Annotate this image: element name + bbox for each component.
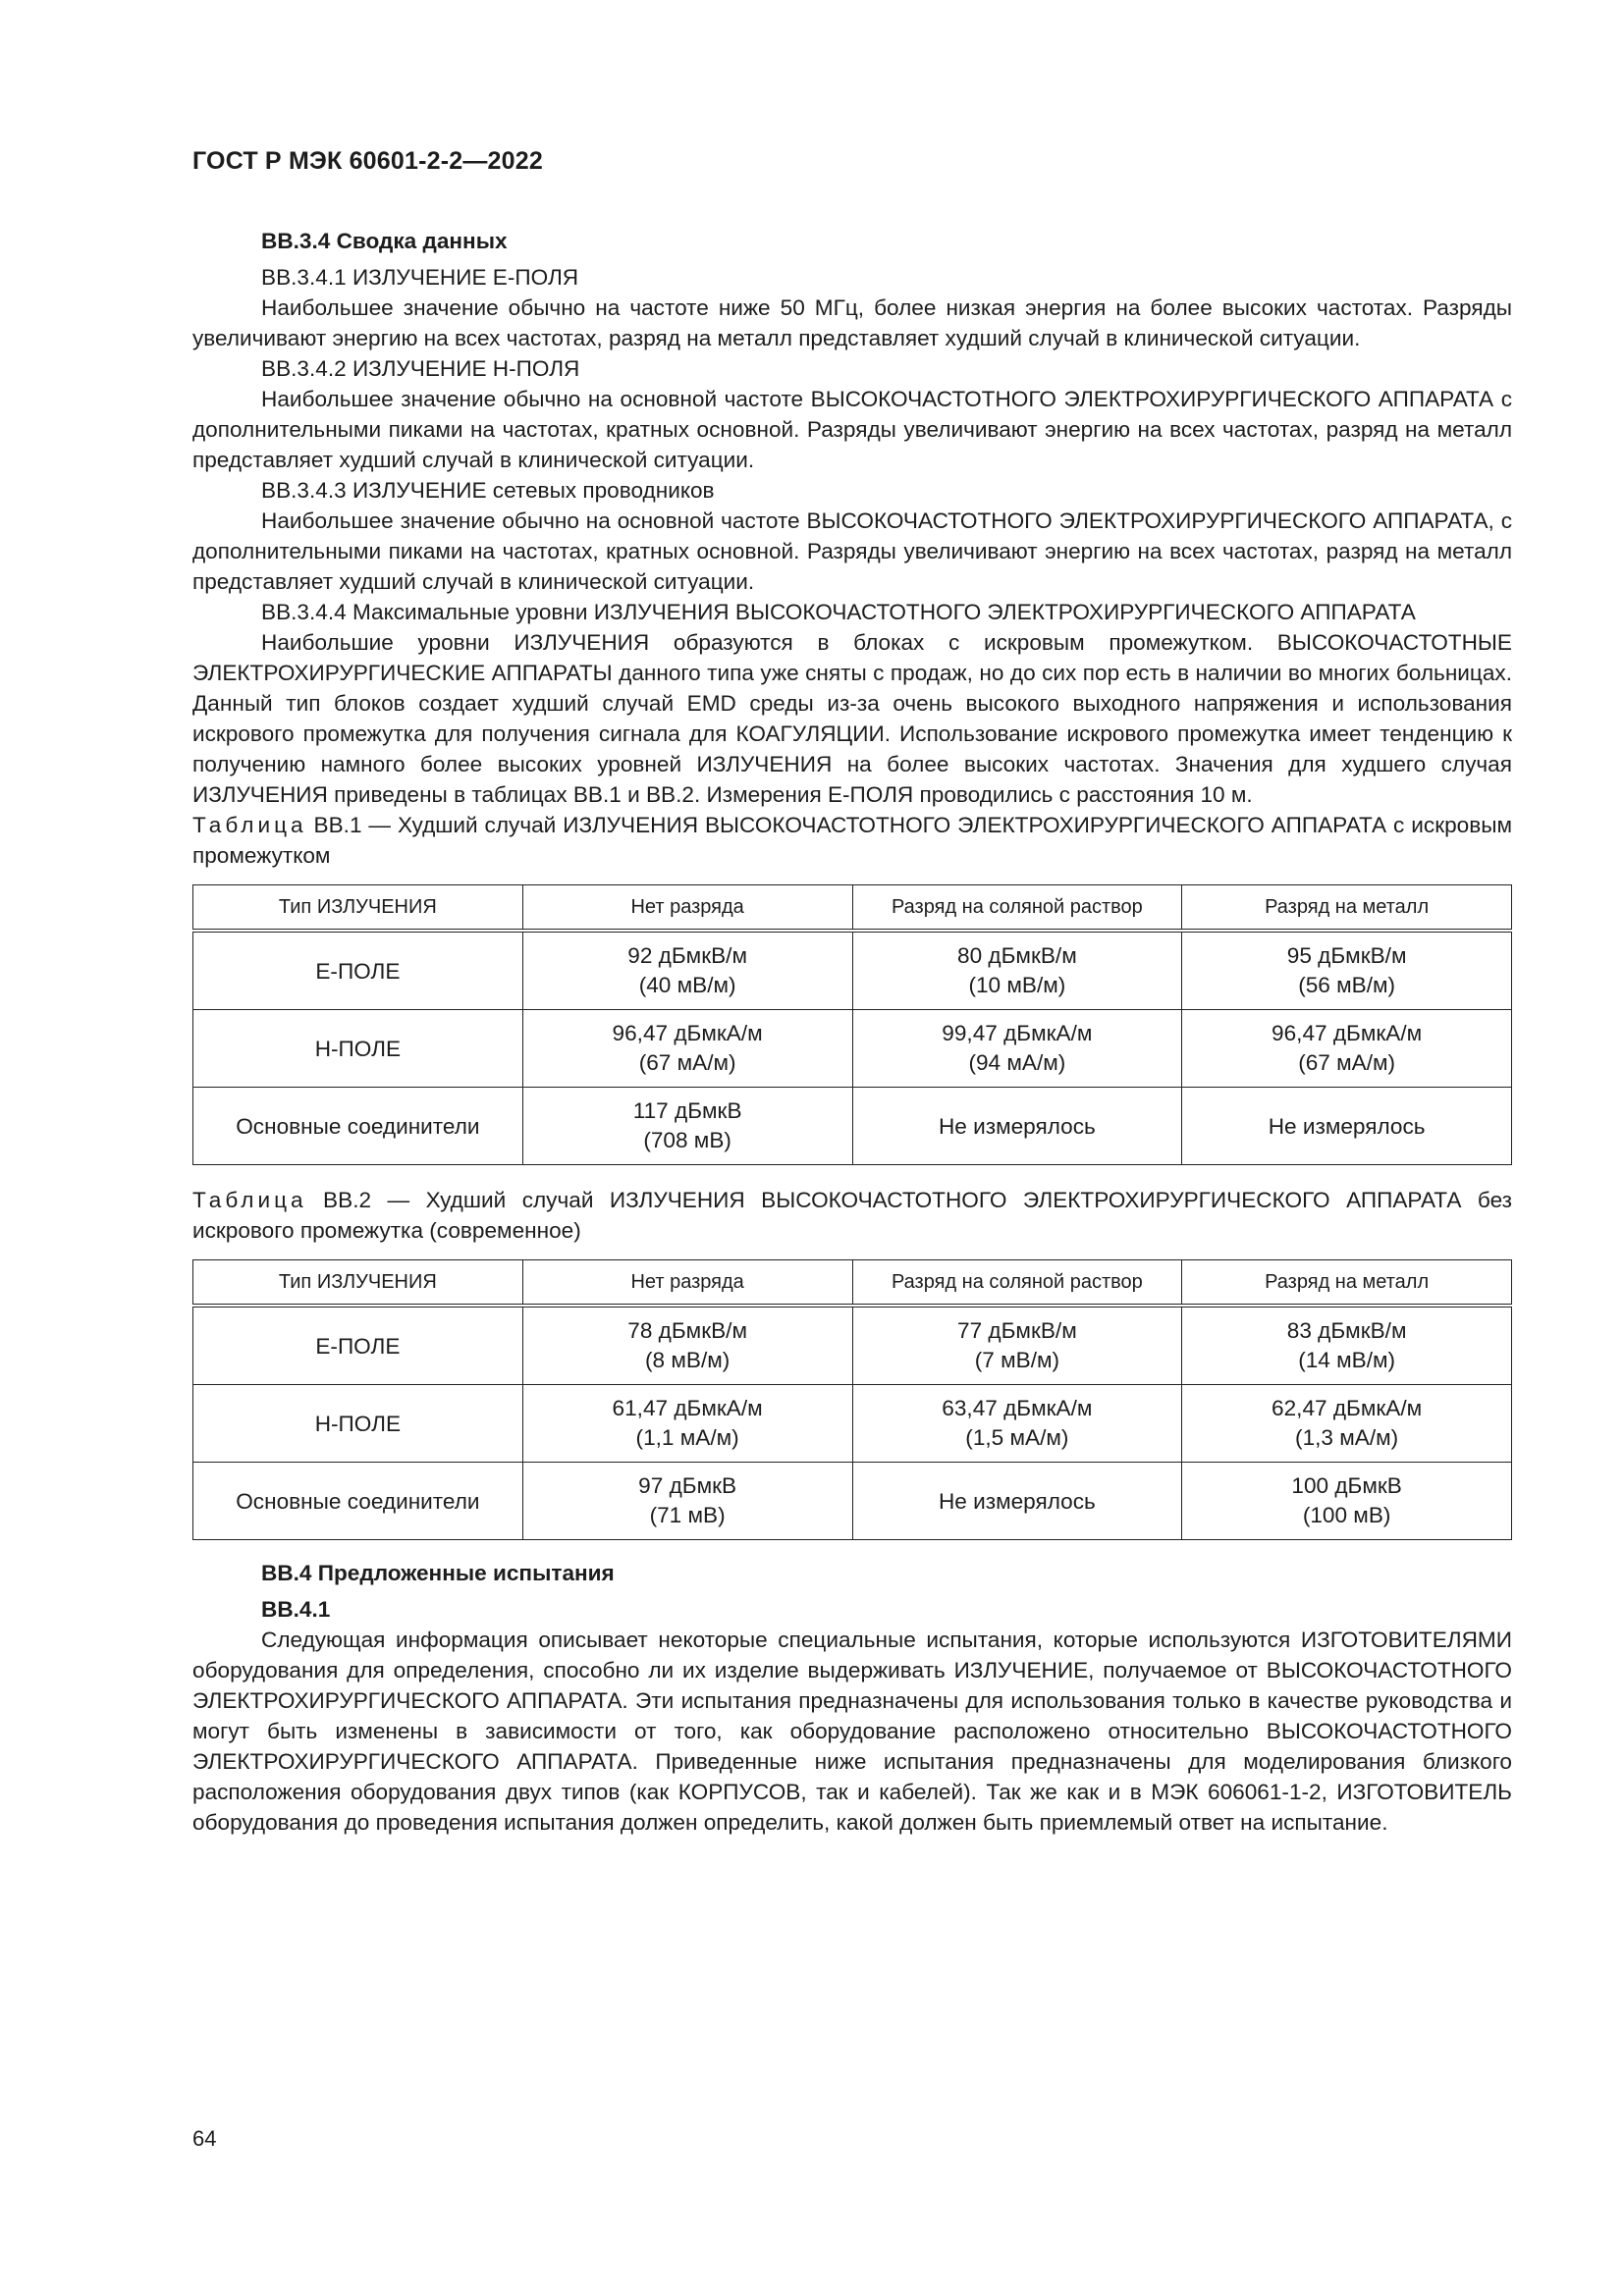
cell-value: 96,47 дБмкА/м [612,1021,763,1045]
column-header: Разряд на соляной раствор [852,1260,1182,1307]
document-header: ГОСТ Р МЭК 60601-2-2—2022 [192,147,543,175]
table-cell-type: Е-ПОЛЕ [193,931,523,1010]
paragraph-bb342: Наибольшее значение обычно на основной частоте ВЫСОКОЧАСТОТНОГО ЭЛЕКТРОХИРУРГИЧЕСКОГО АППАРАТА с дополнительными пиками на частотах, кратных основной. Разряды увеличивают энергию на всех частотах, разряд на металл представляет худший случай в клинической ситуации. [192,387,1512,472]
cell-value: (7 мВ/м) [974,1348,1060,1372]
cell-value: 62,47 дБмкА/м [1272,1396,1423,1420]
cell-value: (56 мВ/м) [1298,973,1396,997]
table-cell [1182,1463,1512,1540]
table-cell [522,1385,852,1463]
cell-value: (40 мВ/м) [638,973,736,997]
table-cell [522,931,852,1010]
column-header: Тип ИЗЛУЧЕНИЯ [193,1260,523,1307]
cell-value: 78 дБмкВ/м [627,1318,747,1343]
table-cell [522,1463,852,1540]
cell-value: 77 дБмкВ/м [957,1318,1077,1343]
column-header: Разряд на соляной раствор [852,885,1182,932]
cell-value: 97 дБмкВ [638,1473,737,1498]
column-header: Нет разряда [522,1260,852,1307]
cell-value: (14 мВ/м) [1298,1348,1396,1372]
table-caption-bb2 [192,1185,1512,1246]
table-row [193,1463,1512,1540]
table-cell [852,1385,1182,1463]
cell-value: (67 мА/м) [1298,1050,1396,1075]
table-cell [852,1306,1182,1385]
table-row [193,931,1512,1010]
table-cell-type: Основные соединители [193,1463,523,1540]
cell-value: (1,1 мА/м) [635,1425,739,1450]
table-header-row [193,885,1512,932]
table-row [193,1385,1512,1463]
cell-value: 117 дБмкВ [632,1098,742,1123]
caption-label: Таблица [192,1188,307,1212]
table-cell [852,1010,1182,1088]
caption-text: ВВ.2 — Худший случай ИЗЛУЧЕНИЯ ВЫСОКОЧАСТОТНОГО ЭЛЕКТРОХИРУРГИЧЕСКОГО АППАРАТА без искрового промежутка (современное) [192,1188,1512,1243]
cell-value: (100 мВ) [1302,1503,1391,1527]
subsection-title-bb344: ВВ.3.4.4 Максимальные уровни ИЗЛУЧЕНИЯ ВЫСОКОЧАСТОТНОГО ЭЛЕКТРОХИРУРГИЧЕСКОГО АППАРАТА [261,600,1416,624]
table-cell [522,1010,852,1088]
section-heading-bb34: ВВ.3.4 Сводка данных [261,229,508,253]
subsection-heading-bb41: ВВ.4.1 [261,1597,331,1622]
table-row [193,1088,1512,1165]
cell-value: (8 мВ/м) [644,1348,731,1372]
cell-value: 95 дБмкВ/м [1286,943,1407,968]
table-cell: Не измерялось [1182,1088,1512,1165]
cell-value: (71 мВ) [649,1503,726,1527]
table-row [193,1010,1512,1088]
cell-value: (1,5 мА/м) [965,1425,1069,1450]
section-heading-bb4: ВВ.4 Предложенные испытания [261,1561,615,1585]
cell-value: 99,47 дБмкА/м [942,1021,1093,1045]
page-number: 64 [192,2126,217,2151]
caption-text: ВВ.1 — Худший случай ИЗЛУЧЕНИЯ ВЫСОКОЧАСТОТНОГО ЭЛЕКТРОХИРУРГИЧЕСКОГО АППАРАТА с искровым промежутком [192,813,1512,868]
cell-value: 63,47 дБмкА/м [942,1396,1093,1420]
cell-value: 80 дБмкВ/м [957,943,1077,968]
page-content [192,226,1512,1838]
cell-value: (1,3 мА/м) [1295,1425,1399,1450]
caption-label: Таблица [192,813,307,837]
cell-value: 96,47 дБмкА/м [1272,1021,1423,1045]
subsection-title-bb342: ВВ.3.4.2 ИЗЛУЧЕНИЕ Н-ПОЛЯ [261,356,580,381]
column-header: Тип ИЗЛУЧЕНИЯ [193,885,523,932]
column-header: Разряд на металл [1182,885,1512,932]
cell-value: 92 дБмкВ/м [627,943,747,968]
cell-value: 100 дБмкВ [1291,1473,1402,1498]
cell-value: (94 мА/м) [968,1050,1066,1075]
cell-value: 61,47 дБмкА/м [612,1396,763,1420]
cell-value: (10 мВ/м) [968,973,1066,997]
paragraph-bb341: Наибольшее значение обычно на частоте ниже 50 МГц, более низкая энергия на более высоких частотах. Разряды увеличивают энергию на всех частотах, разряд на металл представляет худший случай в клинической ситуации. [192,295,1512,350]
table-header-row [193,1260,1512,1307]
table-cell [852,931,1182,1010]
table-cell: Не измерялось [852,1088,1182,1165]
table-cell-type: Е-ПОЛЕ [193,1306,523,1385]
paragraph-bb41: Следующая информация описывает некоторые специальные испытания, которые используются ИЗГОТОВИТЕЛЯМИ оборудования для определения, способно ли их изделие выдерживать ИЗЛУЧЕНИЕ, получаемое от ВЫСОКОЧАСТОТНОГО ЭЛЕКТРОХИРУРГИЧЕСКОГО АППАРАТА. Эти испытания предназначены для использования только в качестве руководства и могут быть изменены в зависимости от того, как оборудование расположено относительно ВЫСОКОЧАСТОТНОГО ЭЛЕКТРОХИРУРГИЧЕСКОГО АППАРАТА. Приведенные ниже испытания предназначены для моделирования близкого расположения оборудования двух типов (как КОРПУСОВ, так и кабелей). Так же как и в МЭК 606061-1-2, ИЗГОТОВИТЕЛЬ оборудования до проведения испытания должен определить, какой должен быть приемлемый ответ на испытание. [192,1628,1512,1835]
cell-value: 83 дБмкВ/м [1286,1318,1407,1343]
table-cell-type: Н-ПОЛЕ [193,1385,523,1463]
paragraph-bb343: Наибольшее значение обычно на основной частоте ВЫСОКОЧАСТОТНОГО ЭЛЕКТРОХИРУРГИЧЕСКОГО АППАРАТА, с дополнительными пиками на частотах, кратных основной. Разряды увеличивают энергию на всех частотах, разряд на металл представляет худший случай в клинической ситуации. [192,508,1512,594]
column-header: Разряд на металл [1182,1260,1512,1307]
subsection-title-bb343: ВВ.3.4.3 ИЗЛУЧЕНИЕ сетевых проводников [261,478,715,503]
table-cell [1182,1306,1512,1385]
column-header: Нет разряда [522,885,852,932]
table-bb2 [192,1259,1512,1540]
subsection-title-bb341: ВВ.3.4.1 ИЗЛУЧЕНИЕ Е-ПОЛЯ [261,265,579,290]
cell-value: (67 мА/м) [638,1050,736,1075]
table-row [193,1306,1512,1385]
table-cell [1182,931,1512,1010]
table-cell-type: Н-ПОЛЕ [193,1010,523,1088]
table-cell [522,1088,852,1165]
table-cell [1182,1010,1512,1088]
table-bb1 [192,884,1512,1165]
table-caption-bb1 [192,810,1512,871]
table-cell: Не измерялось [852,1463,1182,1540]
paragraph-bb344: Наибольшие уровни ИЗЛУЧЕНИЯ образуются в блоках с искровым промежутком. ВЫСОКОЧАСТОТНЫЕ ЭЛЕКТРОХИРУРГИЧЕСКИЕ АППАРАТЫ данного типа уже сняты с продаж, но до сих пор есть в наличии во многих больницах. Данный тип блоков создает худший случай EMD среды из-за очень высокого выходного напряжения и использования искрового промежутка для получения сигнала для КОАГУЛЯЦИИ. Использование искрового промежутка имеет тенденцию к получению намного более высоких уровней ИЗЛУЧЕНИЯ на более высоких частотах. Значения для худшего случая ИЗЛУЧЕНИЯ приведены в таблицах ВВ.1 и ВВ.2. Измерения Е-ПОЛЯ проводились с расстояния 10 м. [192,630,1512,807]
table-cell [1182,1385,1512,1463]
table-cell [522,1306,852,1385]
cell-value: (708 мВ) [643,1128,731,1152]
table-cell-type: Основные соединители [193,1088,523,1165]
